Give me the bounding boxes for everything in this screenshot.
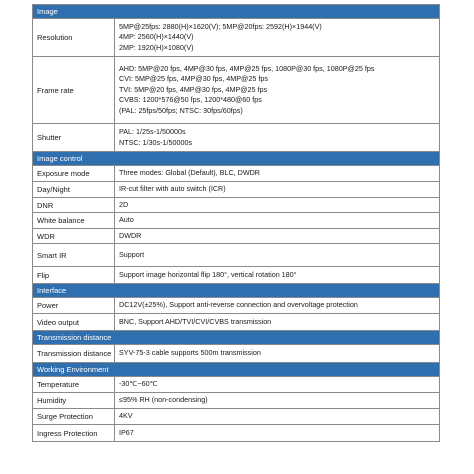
spec-row bbox=[33, 345, 439, 363]
spec-value-line: PAL: 1/25s-1/50000s bbox=[119, 127, 186, 136]
spec-value bbox=[115, 409, 439, 424]
spec-label: Humidity bbox=[33, 393, 115, 408]
spec-label: White balance bbox=[33, 213, 115, 228]
spec-value-line: CVI: 5MP@25 fps, 4MP@30 fps, 4MP@25 fps bbox=[119, 74, 268, 84]
spec-row bbox=[33, 198, 439, 213]
section-header: Transmission distance bbox=[33, 331, 439, 345]
spec-value bbox=[115, 267, 439, 283]
spec-row bbox=[33, 57, 439, 124]
spec-label: Resolution bbox=[33, 19, 115, 56]
spec-value-line: 2D bbox=[119, 199, 129, 209]
section-header: Working Environment bbox=[33, 363, 439, 377]
spec-value-line: Auto bbox=[119, 215, 134, 225]
spec-value bbox=[115, 314, 439, 330]
spec-value-line: IR-cut filter with auto switch (ICR) bbox=[119, 184, 226, 194]
spec-label: WDR bbox=[33, 229, 115, 243]
spec-label: Transmission distance bbox=[33, 345, 115, 362]
section-header: Image bbox=[33, 5, 439, 19]
spec-value-line: 4MP: 2560(H)×1440(V) bbox=[119, 32, 194, 42]
spec-value bbox=[115, 57, 439, 123]
spec-value-line: AHD: 5MP@20 fps, 4MP@30 fps, 4MP@25 fps, 1080P@30 fps, 1080P@25 fps bbox=[119, 63, 375, 73]
spec-value-line: DWDR bbox=[119, 230, 142, 240]
spec-value bbox=[115, 182, 439, 197]
spec-row bbox=[33, 166, 439, 182]
spec-value bbox=[115, 345, 439, 362]
spec-value-line: 5MP@25fps: 2880(H)×1620(V); 5MP@20fps: 2592(H)×1944(V) bbox=[119, 21, 322, 31]
spec-label: Surge Protection bbox=[33, 409, 115, 424]
spec-value-line: BNC, Support AHD/TVI/CVI/CVBS transmission bbox=[119, 316, 272, 326]
spec-value-line: DC12V(±25%), Support anti-reverse connection and overvoltage protection bbox=[119, 300, 358, 310]
spec-value-line: CVBS: 1200*576@50 fps, 1200*480@60 fps bbox=[119, 95, 262, 105]
spec-value-line: Three modes: Global (Default), BLC, DWDR bbox=[119, 168, 260, 178]
spec-value-line: 4KV bbox=[119, 411, 133, 421]
spec-value-line: Support image horizontal flip 180°, vertical rotation 180° bbox=[119, 269, 297, 279]
spec-value bbox=[115, 213, 439, 228]
spec-value-line: TVI: 5MP@20 fps, 4MP@30 fps, 4MP@25 fps bbox=[119, 84, 268, 94]
spec-label: Day/Night bbox=[33, 182, 115, 197]
spec-row bbox=[33, 182, 439, 198]
spec-value bbox=[115, 244, 439, 266]
spec-label: Frame rate bbox=[33, 57, 115, 123]
spec-value bbox=[115, 377, 439, 392]
spec-row bbox=[33, 19, 439, 57]
spec-label: Shutter bbox=[33, 124, 115, 151]
spec-value bbox=[115, 198, 439, 212]
spec-row bbox=[33, 213, 439, 229]
spec-value bbox=[115, 425, 439, 441]
spec-value bbox=[115, 298, 439, 313]
spec-row bbox=[33, 244, 439, 267]
spec-value bbox=[115, 229, 439, 243]
spec-label: Flip bbox=[33, 267, 115, 283]
spec-value-line: (PAL: 25fps/50fps; NTSC: 30fps/60fps) bbox=[119, 105, 243, 115]
spec-row bbox=[33, 229, 439, 244]
spec-label: Video output bbox=[33, 314, 115, 330]
spec-row bbox=[33, 409, 439, 425]
spec-value bbox=[115, 166, 439, 181]
spec-value-line: NTSC: 1/30s-1/50000s bbox=[119, 137, 193, 147]
spec-label: Temperature bbox=[33, 377, 115, 392]
spec-row bbox=[33, 124, 439, 152]
spec-row bbox=[33, 314, 439, 331]
spec-row bbox=[33, 298, 439, 314]
spec-label: Power bbox=[33, 298, 115, 313]
spec-row bbox=[33, 425, 439, 441]
spec-label: Ingress Protection bbox=[33, 425, 115, 441]
spec-row bbox=[33, 377, 439, 393]
spec-row bbox=[33, 267, 439, 284]
spec-value-line: Support bbox=[119, 249, 145, 259]
spec-table bbox=[32, 4, 440, 442]
section-header: Interface bbox=[33, 284, 439, 298]
spec-label: Smart IR bbox=[33, 244, 115, 266]
spec-value-line: -30℃~60℃ bbox=[119, 379, 158, 389]
spec-value-line: IP67 bbox=[119, 427, 134, 437]
spec-row bbox=[33, 393, 439, 409]
spec-value bbox=[115, 19, 439, 56]
spec-label: DNR bbox=[33, 198, 115, 212]
spec-label: Exposure mode bbox=[33, 166, 115, 181]
spec-value bbox=[115, 393, 439, 408]
spec-value bbox=[115, 124, 439, 151]
spec-value-line: SYV-75-3 cable supports 500m transmission bbox=[119, 348, 261, 358]
section-header: Image control bbox=[33, 152, 439, 166]
spec-value-line: 2MP: 1920(H)×1080(V) bbox=[119, 42, 194, 52]
spec-value-line: ≤95% RH (non-condensing) bbox=[119, 395, 208, 405]
